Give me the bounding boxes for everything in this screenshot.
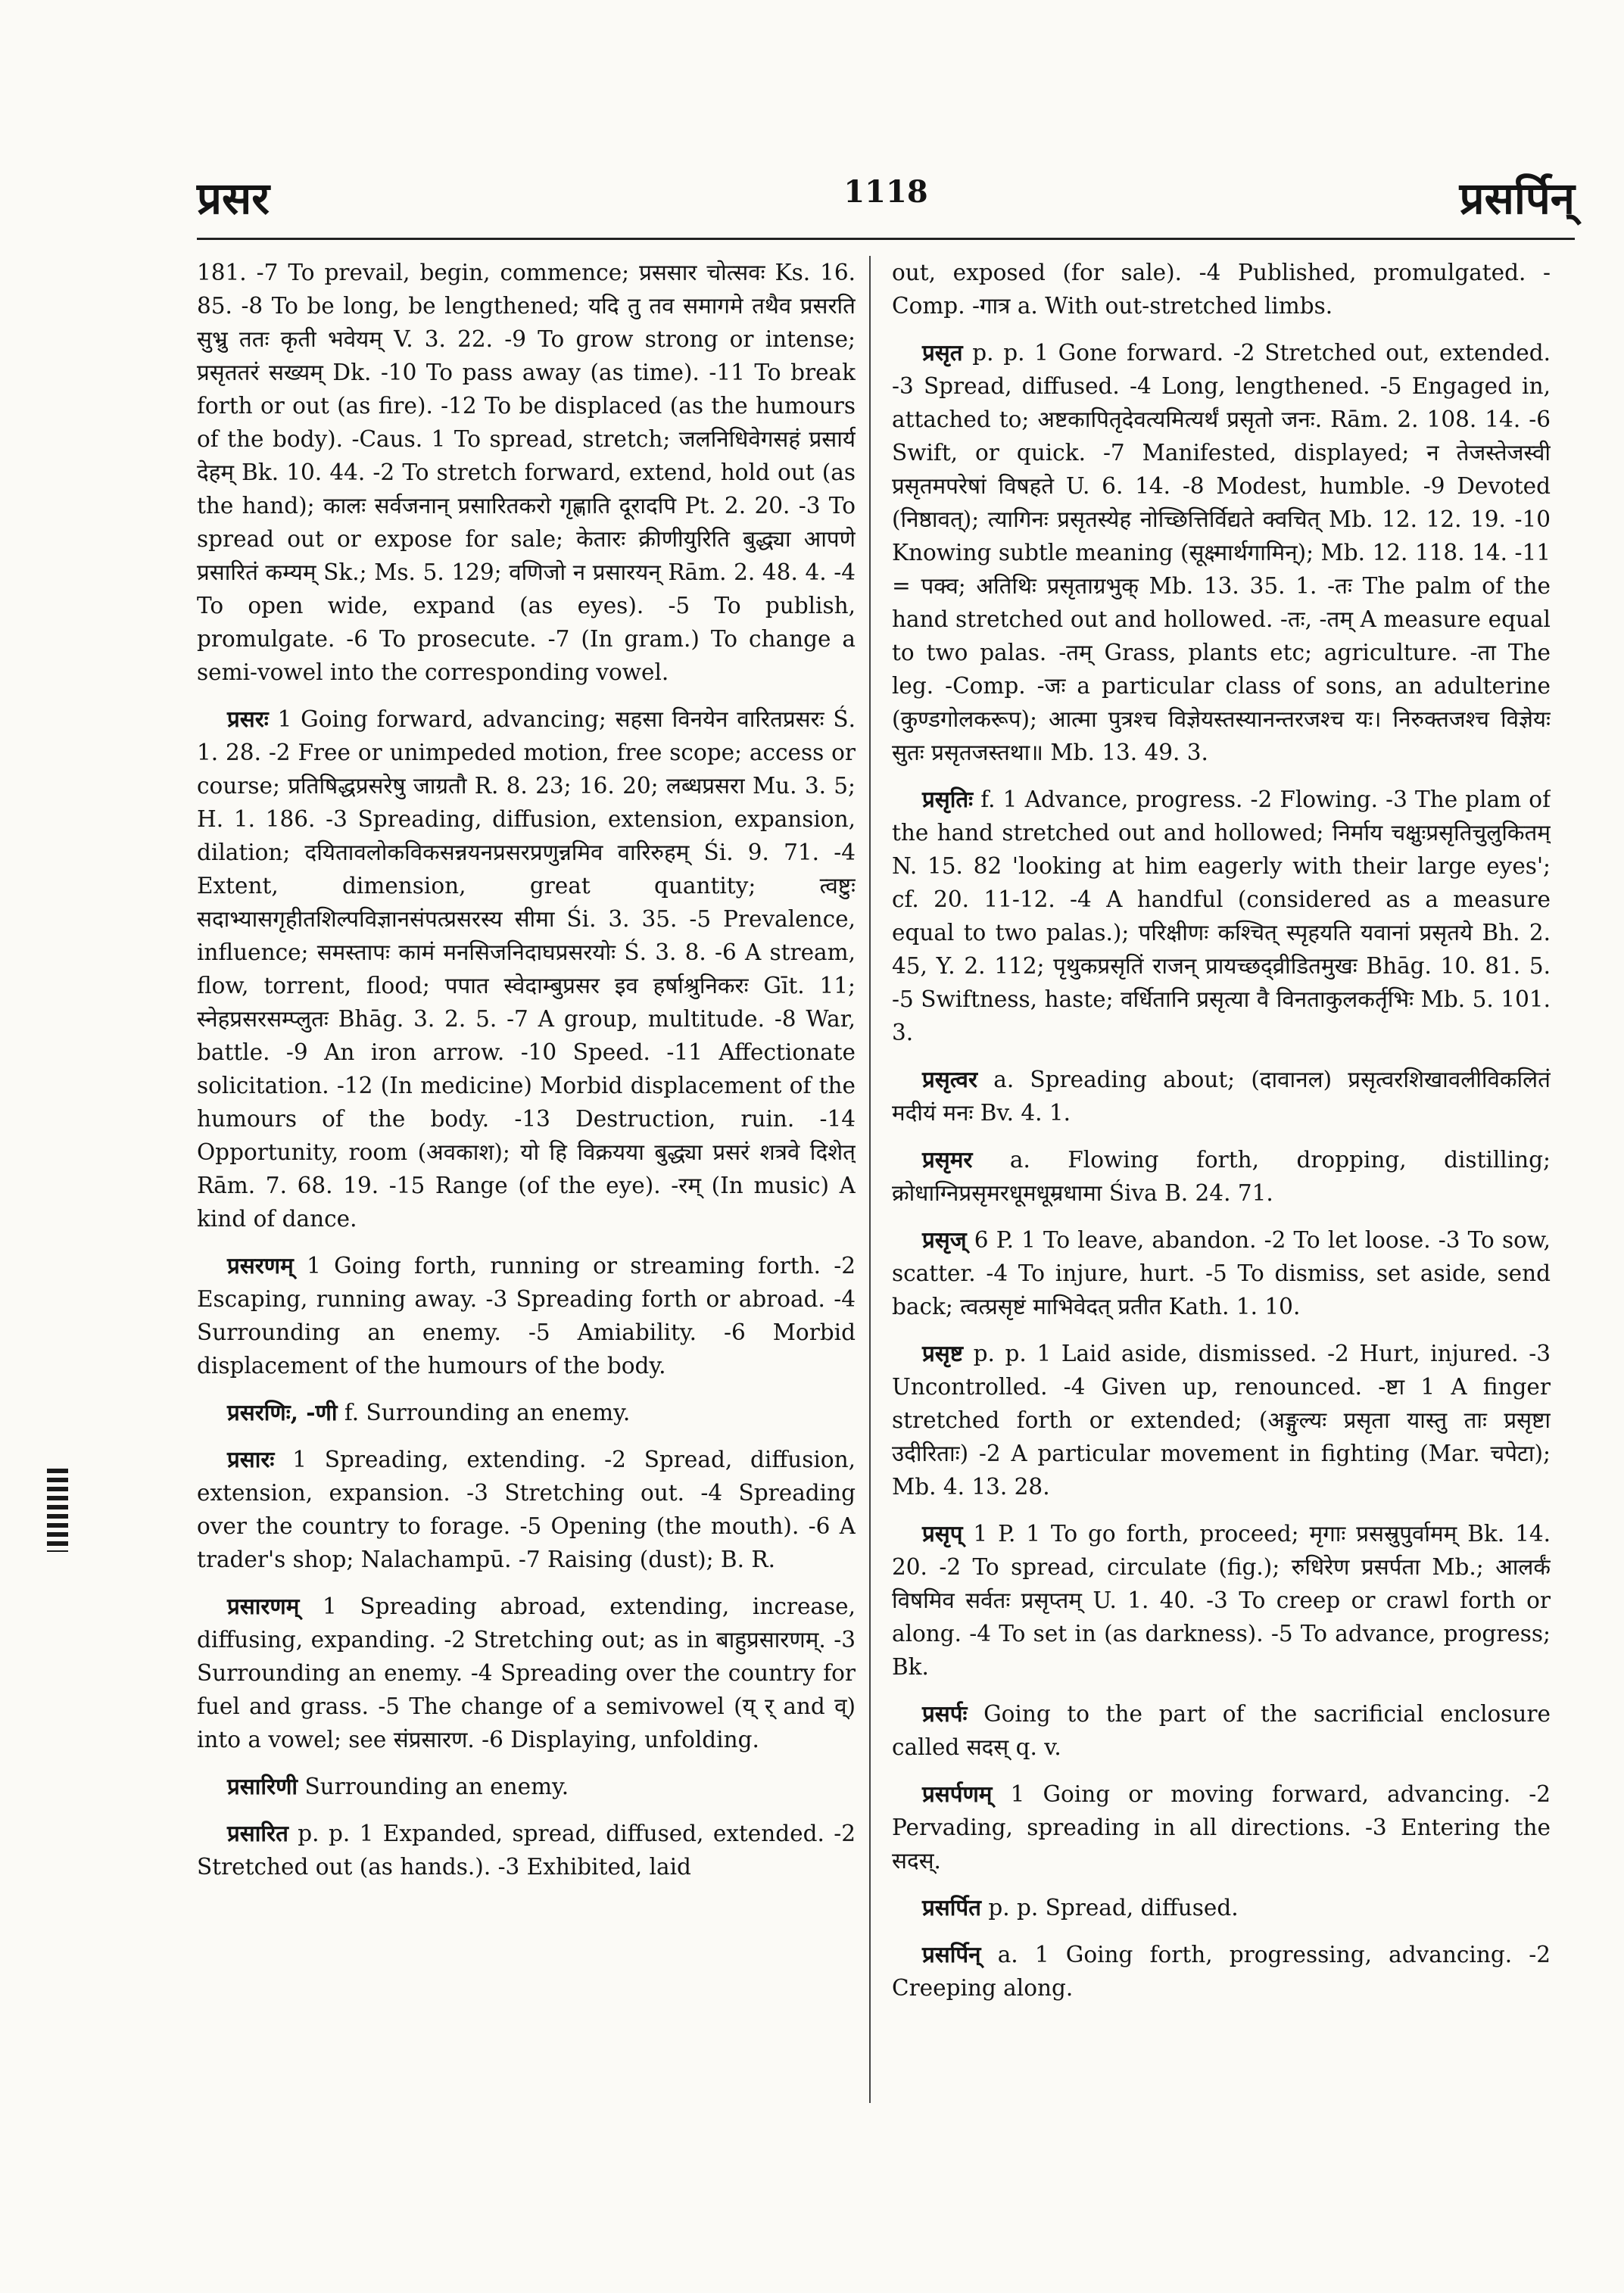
entry-text: f. Surrounding an enemy. bbox=[344, 1400, 631, 1425]
entry-text: Going to the part of the sacrificial enclosure called सदस् q. v. bbox=[892, 1701, 1551, 1760]
dictionary-entry bbox=[197, 1443, 856, 1576]
entry-text: Surrounding an enemy. bbox=[304, 1774, 569, 1799]
entry-headword: प्रसारिणी bbox=[227, 1773, 298, 1799]
entry-text: 1 Going forth, running or streaming forth. -2 Escaping, running away. -3 Spreading forth or abroad. -4 Surrounding an enemy. -5 Amiability. -6 Morbid displacement of the humours of the body. bbox=[197, 1253, 856, 1379]
entry-headword: प्रसृष्ट bbox=[922, 1340, 963, 1366]
dictionary-entry bbox=[197, 1396, 856, 1429]
dictionary-entry bbox=[197, 1817, 856, 1883]
entry-text: f. 1 Advance, progress. -2 Flowing. -3 The plam of the hand stretched out and hollowed; निर्माय चक्षुःप्रसृतिचुलुकितम् N. 15. 82 'looking at him eagerly with their large eyes'; cf. 20. 11-12. -4 A handful (considered as a measure equal to two palas.); परिक्षीणः कश्चित् स्पृहयति यवानां प्रसृतये Bh. 2. 45, Y. 2. 112; पृथुकप्रसृतिं राजन् प्रायच्छद्व्रीडितमुखः Bhāg. 10. 81. 5. -5 Swiftness, haste; वर्धितानि प्रसृत्या वै विनताकुलकर्तृभिः Mb. 5. 101. 3. bbox=[892, 787, 1551, 1045]
entry-headword: प्रसृतिः bbox=[922, 786, 974, 812]
margin-thumb-mark bbox=[47, 1469, 68, 1552]
entry-headword: प्रसृत bbox=[922, 339, 963, 366]
entry-text: a. Spreading about; (दावानल) प्रसृत्वरशिखावलीविकलितं मदीयं मनः Bv. 4. 1. bbox=[892, 1067, 1551, 1126]
left-column bbox=[197, 256, 856, 2126]
dictionary-entry bbox=[892, 1337, 1551, 1503]
entry-headword: प्रसृत्वर bbox=[922, 1066, 978, 1092]
entry-text: a. 1 Going forth, progressing, advancing. -2 Creeping along. bbox=[892, 1942, 1551, 2001]
dictionary-entry bbox=[197, 703, 856, 1235]
dictionary-entry bbox=[892, 783, 1551, 1049]
header-rule bbox=[197, 238, 1575, 240]
entry-headword: प्रसरणम् bbox=[227, 1252, 294, 1279]
entry-text: out, exposed (for sale). -4 Published, promulgated. -Comp. -गात्र a. With out-stretched limbs. bbox=[892, 260, 1551, 319]
dictionary-entry bbox=[197, 256, 856, 689]
page-number: 1118 bbox=[843, 174, 928, 210]
entry-headword: प्रसारित bbox=[227, 1820, 288, 1846]
entry-text: p. p. 1 Gone forward. -2 Stretched out, extended. -3 Spread, diffused. -4 Long, lengthened. -5 Engaged in, attached to; अष्टकापितृदेवत्यमित्यर्थं प्रसृतो जनः. Rām. 2. 108. 14. -6 Swift, or quick. -7 Manifested, displayed; न तेजस्तेजस्वी प्रसृतमपरेषां विषहते U. 6. 14. -8 Modest, humble. -9 Devoted (निष्ठावत्); त्यागिनः प्रसृतस्येह नोच्छित्तिर्विद्यते क्वचित् Mb. 12. 12. 19. -10 Knowing subtle meaning (सूक्ष्मार्थगामिन्); Mb. 12. 118. 14. -11 = पक्व; अतिथिः प्रसृताग्रभुक् Mb. 13. 35. 1. -तः The palm of the hand stretched out and hollowed. -तः, -तम् A measure equal to two palas. -तम् Grass, plants etc; agriculture. -ता The leg. -Comp. -जः a particular class of sons, an adulterine (कुण्डगोलकरूप); आत्मा पुत्रश्च विज्ञेयस्तस्यानन्तरजश्च यः। निरुक्तजश्च विज्ञेयः सुतः प्रसृतजस्तथा॥ Mb. 13. 49. 3. bbox=[892, 340, 1551, 765]
dictionary-entry bbox=[197, 1249, 856, 1382]
entry-text: 1 Going forward, advancing; सहसा विनयेन वारितप्रसरः Ś. 1. 28. -2 Free or unimpeded motion, free scope; access or course; प्रतिषिद्धप्रसरेषु जाग्रतौ R. 8. 23; 16. 20; लब्धप्रसरा Mu. 3. 5; H. 1. 186. -3 Spreading, diffusion, extension, expansion, dilation; दयितावलोकविकसन्नयनप्रसरप्रणुन्नमिव वारिरुहम् Śi. 9. 71. -4 Extent, dimension, great quantity; त्वष्टुः सदाभ्यासगृहीतशिल्पविज्ञानसंपत्प्रसरस्य सीमा Śi. 3. 35. -5 Prevalence, influence; समस्तापः कामं मनसिजनिदाघप्रसरयोः Ś. 3. 8. -6 A stream, flow, torrent, flood; पपात स्वेदाम्बुप्रसर इव हर्षाश्रुनिकरः Gīt. 11; स्नेहप्रसरसम्प्लुतः Bhāg. 3. 2. 5. -7 A group, multitude. -8 War, battle. -9 An iron arrow. -10 Speed. -11 Affectionate solicitation. -12 (In medicine) Morbid displacement of the humours of the body. -13 Destruction, ruin. -14 Opportunity, room (अवकाश); यो हि विक्रयया बुद्ध्या प्रसरं शत्रवे दिशेत् Rām. 7. 68. 19. -15 Range (of the eye). -रम् (In music) A kind of dance. bbox=[197, 706, 856, 1232]
entry-text: 1 Spreading, extending. -2 Spread, diffusion, extension, expansion. -3 Stretching out. -4 Spreading over the country to forage. -5 Opening (the mouth). -6 A trader's shop; Nalachampū. -7 Raising (dust); B. R. bbox=[197, 1447, 856, 1572]
entry-headword: प्रसर्पः bbox=[922, 1700, 968, 1727]
entry-text: 1 Going or moving forward, advancing. -2 Pervading, spreading in all directions. -3 Entering the सदस्. bbox=[892, 1781, 1551, 1874]
dictionary-entry bbox=[892, 1223, 1551, 1323]
dictionary-entry bbox=[892, 1517, 1551, 1684]
entry-text: 1 Spreading abroad, extending, increase, diffusing, expanding. -2 Stretching out; as in बाहुप्रसारणम्. -3 Surrounding an enemy. -4 Spreading over the country for fuel and grass. -5 The change of a semivowel (य् र् and व्) into a vowel; see संप्रसारण. -6 Displaying, unfolding. bbox=[197, 1594, 856, 1752]
dictionary-entry bbox=[892, 1063, 1551, 1129]
right-running-headword: प्रसर्पिन् bbox=[1459, 173, 1575, 224]
entry-headword: प्रसृप् bbox=[922, 1520, 963, 1547]
entry-headword: प्रसारः bbox=[227, 1446, 275, 1472]
dictionary-entry bbox=[892, 1891, 1551, 1924]
column-divider bbox=[869, 256, 871, 2103]
dictionary-entry bbox=[892, 256, 1551, 322]
entry-headword: प्रसरः bbox=[227, 706, 269, 732]
entry-headword: प्रसर्पित bbox=[922, 1894, 981, 1921]
dictionary-entry bbox=[892, 1777, 1551, 1877]
entry-text: p. p. Spread, diffused. bbox=[988, 1895, 1239, 1921]
right-column bbox=[892, 256, 1551, 2126]
entry-headword: प्रसारणम् bbox=[227, 1593, 300, 1619]
entry-text: 6 P. 1 To leave, abandon. -2 To let loose. -3 To sow, scatter. -4 To injure, hurt. -5 To dismiss, set aside, send back; त्वत्प्रसृष्टं माभिवेदत् प्रतीत Kath. 1. 10. bbox=[892, 1227, 1551, 1319]
dictionary-entry bbox=[197, 1770, 856, 1803]
entry-text: a. Flowing forth, dropping, distilling; क्रोधाग्निप्रसृमरधूमधूम्रधामा Śiva B. 24. 71. bbox=[892, 1147, 1551, 1206]
entry-headword: प्रसृमर bbox=[922, 1146, 973, 1173]
left-running-headword: प्रसर bbox=[197, 173, 270, 224]
dictionary-entry bbox=[892, 336, 1551, 769]
dictionary-entry bbox=[892, 1938, 1551, 2005]
dictionary-entry bbox=[892, 1143, 1551, 1210]
entry-headword: प्रसरणिः, -णी bbox=[227, 1399, 338, 1425]
entry-text: 181. -7 To prevail, begin, commence; प्रससार चोत्सवः Ks. 16. 85. -8 To be long, be lengthened; यदि तु तव समागमे तथैव प्रसरति सुभ्रु ततः कृती भवेयम् V. 3. 22. -9 To grow strong or intense; प्रसृततरं सख्यम् Dk. -10 To pass away (as time). -11 To break forth or out (as fire). -12 To be displaced (as the humours of the body). -Caus. 1 To spread, stretch; जलनिधिवेगसहं प्रसार्य देहम् Bk. 10. 44. -2 To stretch forward, extend, hold out (as the hand); कालः सर्वजनान् प्रसारितकरो गृह्णाति दूरादपि Pt. 2. 20. -3 To spread out or expose for sale; केतारः क्रीणीयुरिति बुद्ध्या आपणे प्रसारितं कम्यम् Sk.; Ms. 5. 129; वणिजो न प्रसारयन् Rām. 2. 48. 4. -4 To open wide, expand (as eyes). -5 To publish, promulgate. -6 To prosecute. -7 (In gram.) To change a semi-vowel into the corresponding vowel. bbox=[197, 260, 856, 685]
entry-text: 1 P. 1 To go forth, proceed; मृगाः प्रसस्रुपुर्वामम् Bk. 14. 20. -2 To spread, circulate (fig.); रुधिरेण प्रसर्पता Mb.; आलर्कं विषमिव सर्वतः प्रसृप्तम् U. 1. 40. -3 To creep or crawl forth or along. -4 To set in (as darkness). -5 To advance, progress; Bk. bbox=[892, 1521, 1551, 1680]
entry-text: p. p. 1 Expanded, spread, diffused, extended. -2 Stretched out (as hands.). -3 Exhibited, laid bbox=[197, 1821, 856, 1880]
entry-text: p. p. 1 Laid aside, dismissed. -2 Hurt, injured. -3 Uncontrolled. -4 Given up, renounced. -ष्टा 1 A finger stretched forth or extended; (अङ्गुल्यः प्रसृता यास्तु ताः प्रसृष्टा उदीरिताः) -2 A particular movement in fighting (Mar. चपेटा); Mb. 4. 13. 28. bbox=[892, 1341, 1551, 1500]
entry-headword: प्रसृज् bbox=[922, 1226, 967, 1253]
page-header bbox=[197, 159, 1575, 227]
entry-headword: प्रसर्पिन् bbox=[922, 1941, 981, 1967]
dictionary-entry bbox=[197, 1590, 856, 1756]
dictionary-entry bbox=[892, 1697, 1551, 1764]
entry-headword: प्रसर्पणम् bbox=[922, 1781, 993, 1807]
